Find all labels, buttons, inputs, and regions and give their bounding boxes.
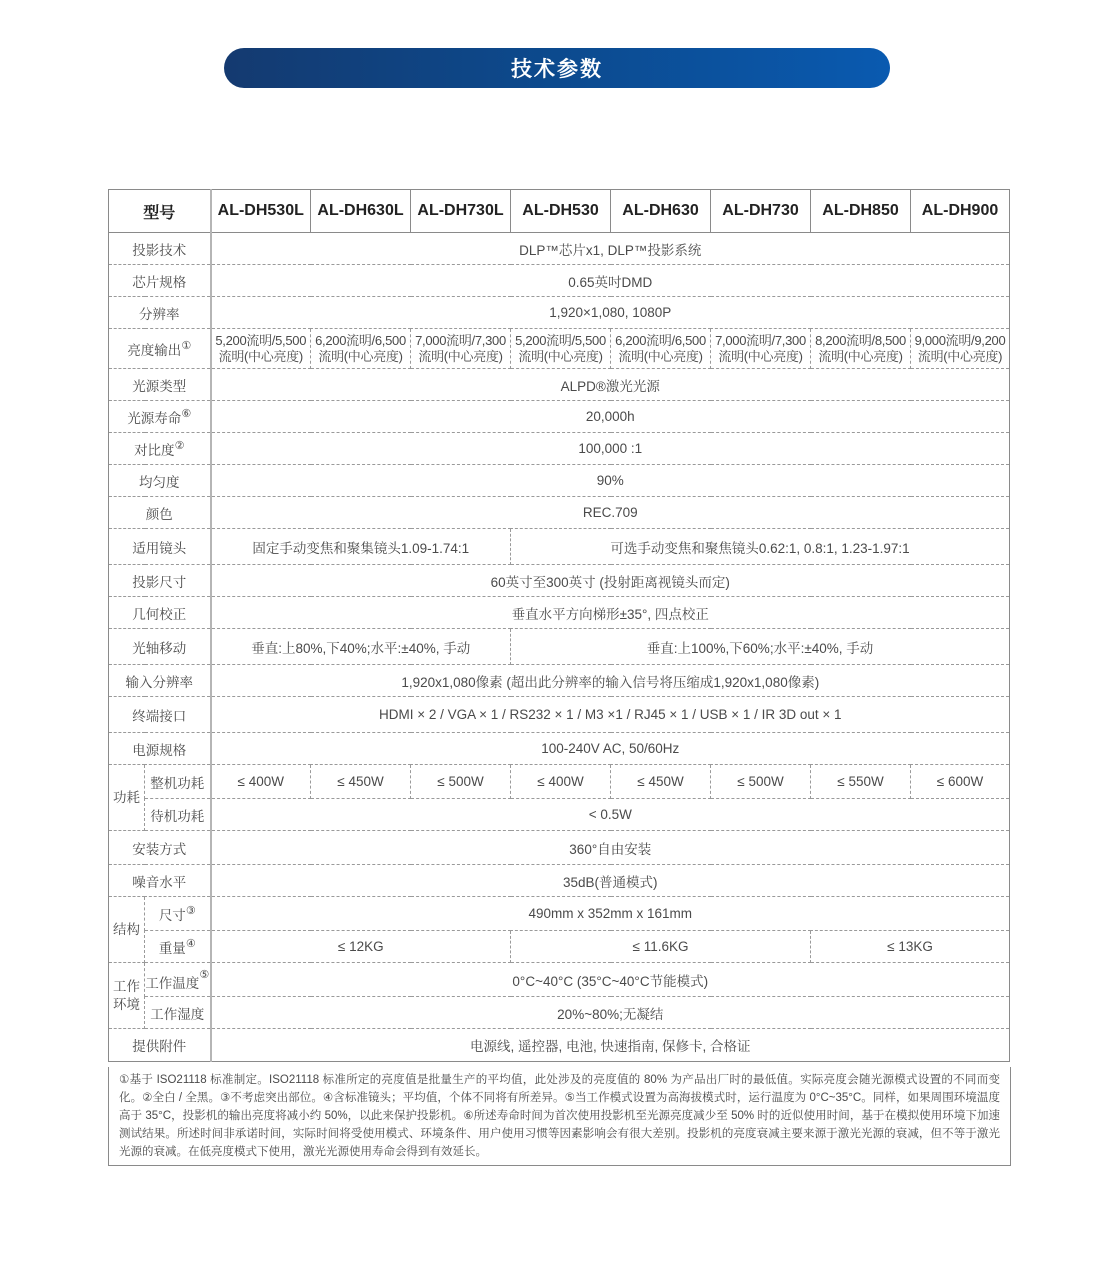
row-power-spec [109, 733, 1010, 765]
power-cell: ≤ 550W [811, 765, 911, 799]
row-value: DLP™芯片x1, DLP™投影系统 [211, 233, 1010, 265]
power-cell: ≤ 500W [411, 765, 511, 799]
power-cell: ≤ 400W [211, 765, 311, 799]
power-cell: ≤ 450W [311, 765, 411, 799]
row-value: 20,000h [211, 401, 1010, 433]
row-value: 490mm x 352mm x 161mm [211, 897, 1010, 931]
header-row [109, 190, 1010, 233]
row-label: 几何校正 [109, 597, 211, 629]
row-value: < 0.5W [211, 799, 1010, 831]
model-header: AL-DH630 [611, 190, 711, 233]
model-header: AL-DH530L [211, 190, 311, 233]
section-title-banner [224, 48, 890, 88]
row-weight [109, 931, 1010, 963]
model-header: AL-DH900 [911, 190, 1010, 233]
row-resolution [109, 297, 1010, 329]
row-value: 90% [211, 465, 1010, 497]
model-header: AL-DH850 [811, 190, 911, 233]
footnote-marker: ④ [185, 937, 196, 950]
row-label: 芯片规格 [109, 265, 211, 297]
row-value-group-b: 可选手动变焦和聚焦镜头0.62:1, 0.8:1, 1.23-1.97:1 [511, 529, 1010, 565]
row-projection-tech [109, 233, 1010, 265]
row-label: 输入分辨率 [109, 665, 211, 697]
row-noise [109, 865, 1010, 897]
row-label: 提供附件 [109, 1029, 211, 1062]
row-life [109, 401, 1010, 433]
row-value: HDMI × 2 / VGA × 1 / RS232 × 1 / M3 ×1 / RJ45 × 1 / USB × 1 / IR 3D out × 1 [211, 697, 1010, 733]
model-header: AL-DH730 [711, 190, 811, 233]
row-value: 100,000 :1 [211, 433, 1010, 465]
row-label: 均匀度 [109, 465, 211, 497]
row-value-group-a: 垂直:上80%,下40%;水平:±40%, 手动 [211, 629, 511, 665]
group-label-power: 功耗 [109, 765, 145, 831]
brightness-cell: 6,200流明/6,500 流明(中心亮度) [311, 329, 411, 369]
row-value: REC.709 [211, 497, 1010, 529]
row-value-group-b: 垂直:上100%,下60%;水平:±40%, 手动 [511, 629, 1010, 665]
row-value: 垂直水平方向梯形±35°, 四点校正 [211, 597, 1010, 629]
footnote-marker: ③ [185, 904, 196, 917]
row-value: 35dB(普通模式) [211, 865, 1010, 897]
row-sublabel: 工作湿度 [145, 997, 211, 1029]
row-value: 1,920×1,080, 1080P [211, 297, 1010, 329]
row-temperature [109, 963, 1010, 997]
row-label: 适用镜头 [109, 529, 211, 565]
row-label: 光源寿命⑥ [109, 401, 211, 433]
row-sublabel: 待机功耗 [145, 799, 211, 831]
group-label-environment: 工作 环境 [109, 963, 145, 1029]
row-value: 电源线, 遥控器, 电池, 快速指南, 保修卡, 合格证 [211, 1029, 1010, 1062]
brightness-cell: 9,000流明/9,200 流明(中心亮度) [911, 329, 1010, 369]
footnote-marker: ⑤ [199, 968, 210, 981]
row-accessories [109, 1029, 1010, 1062]
row-label: 噪音水平 [109, 865, 211, 897]
spec-table [108, 189, 1010, 1062]
row-geometry [109, 597, 1010, 629]
row-projection-size [109, 565, 1010, 597]
brightness-cell: 7,000流明/7,300 流明(中心亮度) [711, 329, 811, 369]
row-value: 100-240V AC, 50/60Hz [211, 733, 1010, 765]
weight-cell: ≤ 11.6KG [511, 931, 811, 963]
footnotes: ①基于 ISO21118 标准制定。ISO21118 标准所定的亮度值是批量生产的平均值，此处涉及的亮度值的 80% 为产品出厂时的最低值。实际亮度会随光源模式设置的不同而变化。②全白 / 全黑。③不考虑突出部位。④含标准镜头；平均值，个体不同将有所差异。⑤当工作模式设置为高海拔模式时，运行温度为 0°C~35°C。同样，如果周围环境温度高于 35°C，投影机的输出亮度将减小约 50%，以此来保护投影机。⑥所述寿命时间为首次使用投影机至光源亮度减少至 50% 时的近似使用时间，基于在模拟使用环境下加速测试结果。所述时间非承诺时间，实际时间将受使用模式、环境条件、用户使用习惯等因素影响会有很大差别。投影机的亮度衰减主要来源于激光光源的衰减，但不等于激光光源的衰减。在低亮度模式下使用，激光光源使用寿命会得到有效延长。 [108, 1067, 1011, 1166]
model-header: AL-DH730L [411, 190, 511, 233]
row-color [109, 497, 1010, 529]
brightness-cell: 5,200流明/5,500 流明(中心亮度) [511, 329, 611, 369]
row-install [109, 831, 1010, 865]
row-label: 投影尺寸 [109, 565, 211, 597]
row-sublabel: 工作温度⑤ [145, 963, 211, 997]
row-input-resolution [109, 665, 1010, 697]
row-value: 20%~80%;无凝结 [211, 997, 1010, 1029]
power-cell: ≤ 450W [611, 765, 711, 799]
section-title: 技术参数 [511, 58, 603, 81]
power-cell: ≤ 600W [911, 765, 1010, 799]
row-label: 投影技术 [109, 233, 211, 265]
footnote-marker: ① [181, 339, 192, 352]
weight-cell: ≤ 12KG [211, 931, 511, 963]
footnote-marker: ② [174, 439, 185, 452]
row-value: 360°自由安装 [211, 831, 1010, 865]
row-power-full [109, 765, 1010, 799]
row-lens-shift [109, 629, 1010, 665]
row-label: 对比度② [109, 433, 211, 465]
power-cell: ≤ 500W [711, 765, 811, 799]
row-label: 光源类型 [109, 369, 211, 401]
row-lens [109, 529, 1010, 565]
row-label: 电源规格 [109, 733, 211, 765]
row-label: 分辨率 [109, 297, 211, 329]
row-label: 终端接口 [109, 697, 211, 733]
row-label: 亮度输出① [109, 329, 211, 369]
footnote-marker: ⑥ [181, 407, 192, 420]
brightness-cell: 8,200流明/8,500 流明(中心亮度) [811, 329, 911, 369]
row-label: 光轴移动 [109, 629, 211, 665]
row-sublabel: 整机功耗 [145, 765, 211, 799]
row-power-standby [109, 799, 1010, 831]
row-ports [109, 697, 1010, 733]
brightness-cell: 6,200流明/6,500 流明(中心亮度) [611, 329, 711, 369]
row-value: 0°C~40°C (35°C~40°C节能模式) [211, 963, 1010, 997]
row-dimensions [109, 897, 1010, 931]
row-chip [109, 265, 1010, 297]
weight-cell: ≤ 13KG [811, 931, 1010, 963]
power-cell: ≤ 400W [511, 765, 611, 799]
row-value: 0.65英吋DMD [211, 265, 1010, 297]
row-uniformity [109, 465, 1010, 497]
group-label-structure: 结构 [109, 897, 145, 963]
row-sublabel: 尺寸③ [145, 897, 211, 931]
row-humidity [109, 997, 1010, 1029]
row-contrast [109, 433, 1010, 465]
brightness-cell: 7,000流明/7,300 流明(中心亮度) [411, 329, 511, 369]
row-value: ALPD®激光光源 [211, 369, 1010, 401]
row-value: 1,920x1,080像素 (超出此分辨率的输入信号将压缩成1,920x1,080像素) [211, 665, 1010, 697]
row-value-group-a: 固定手动变焦和聚集镜头1.09-1.74:1 [211, 529, 511, 565]
row-label: 安装方式 [109, 831, 211, 865]
row-sublabel: 重量④ [145, 931, 211, 963]
row-brightness [109, 329, 1010, 369]
model-header: AL-DH530 [511, 190, 611, 233]
header-model-label: 型号 [109, 190, 211, 233]
row-value: 60英寸至300英寸 (投射距离视镜头而定) [211, 565, 1010, 597]
row-light-source [109, 369, 1010, 401]
brightness-cell: 5,200流明/5,500 流明(中心亮度) [211, 329, 311, 369]
model-header: AL-DH630L [311, 190, 411, 233]
row-label: 颜色 [109, 497, 211, 529]
